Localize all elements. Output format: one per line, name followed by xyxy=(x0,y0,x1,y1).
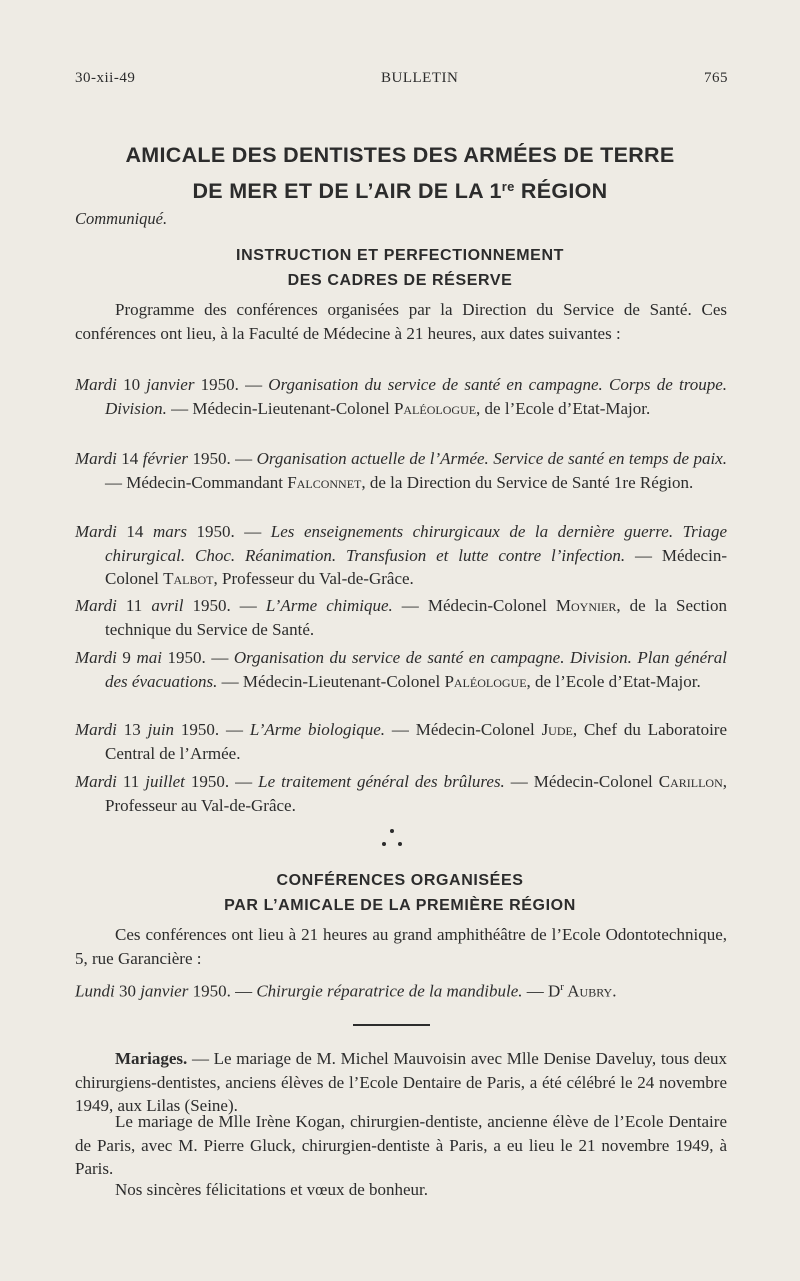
conference-entry: Lundi 30 janvier 1950. — Chirurgie réparatrice de la mandibule. — $D^r$ Aubry. xyxy=(75,981,617,1001)
main-title-line1: AMICALE DES DENTISTES DES ARMÉES DE TERRE xyxy=(125,143,675,167)
divider-rule xyxy=(353,1024,430,1026)
section-title-conferences: CONFÉRENCES ORGANISÉES PAR L’AMICALE DE LA PREMIÈRE RÉGION xyxy=(224,872,576,914)
communique-label: Communiqué. xyxy=(75,209,168,228)
conference-entry: Mardi 9 mai 1950. — Organisation du service de santé en campagne. Division. Plan général des évacuations. — Médecin-Lieutenant-Colonel Paléologue, de l’Ecole d’Etat-Major. xyxy=(75,648,728,691)
conference-entry: Mardi 11 juillet 1950. — Le traitement général des brûlures. — Médecin-Colonel Carillon, Professeur au Val-de-Grâce. xyxy=(75,772,728,815)
main-title-line2: DE MER ET DE L’AIR DE LA 1re RÉGION xyxy=(192,179,608,203)
running-head xyxy=(75,70,728,87)
section2-intro: Ces conférences ont lieu à 21 heures au grand amphithéâtre de l’Ecole Odontotechnique, 5, rue Garancière : xyxy=(75,925,727,968)
conference-entry: Mardi 14 février 1950. — Organisation actuelle de l’Armée. Service de santé en temps de paix. — Médecin-Commandant Falconnet, de la Direction du Service de Santé 1re Région. xyxy=(75,449,728,492)
section-separator-dots xyxy=(380,826,404,852)
conference-entry: Mardi 11 avril 1950. — L’Arme chimique. — Médecin-Colonel Moynier, de la Section technique du Service de Santé. xyxy=(75,596,728,639)
section1-intro: Programme des conférences organisées par la Direction du Service de Santé. Ces conférences ont lieu, à la Faculté de Médecine à 21 heures, aux dates suivantes : xyxy=(75,300,727,343)
conference-entry: Mardi 13 juin 1950. — L’Arme biologique. — Médecin-Colonel Jude, Chef du Laboratoire Central de l’Armée. xyxy=(75,720,728,763)
header-journal: BULLETIN xyxy=(381,70,459,86)
mariages-paragraph-3: Nos sincères félicitations et vœux de bonheur. xyxy=(115,1180,429,1199)
header-date: 30-xii-49 xyxy=(75,70,136,86)
conference-entry: Mardi 14 mars 1950. — Les enseignements chirurgicaux de la dernière guerre. Triage chirurgical. Choc. Réanimation. Transfusion et lutte contre l’infection. — Médecin-Colonel Talbot, Professeur du Val-de-Grâce. xyxy=(75,522,728,588)
mariages-paragraph-1: Mariages. — Le mariage de M. Michel Mauvoisin avec Mlle Denise Daveluy, tous deux chirurgiens-dentistes, anciens élèves de l’Ecole Dentaire de Paris, a été célébré le 24 novembre 1949, aux Lilas (Seine). xyxy=(75,1049,727,1115)
section-title-instruction: INSTRUCTION ET PERFECTIONNEMENT DES CADRES DE RÉSERVE xyxy=(236,247,564,289)
conference-entry: Mardi 10 janvier 1950. — Organisation du service de santé en campagne. Corps de troupe. Division. — Médecin-Lieutenant-Colonel Paléologue, de l’Ecole d’Etat-Major. xyxy=(75,375,727,418)
main-title xyxy=(0,140,800,207)
page-number: 765 xyxy=(704,70,728,86)
mariages-paragraph-2: Le mariage de Mlle Irène Kogan, chirurgien-dentiste, ancienne élève de l’Ecole Dentaire de Paris, avec M. Pierre Gluck, chirurgien-dentiste à Paris, a eu lieu le 21 novembre 1949, à Paris. xyxy=(75,1112,727,1178)
